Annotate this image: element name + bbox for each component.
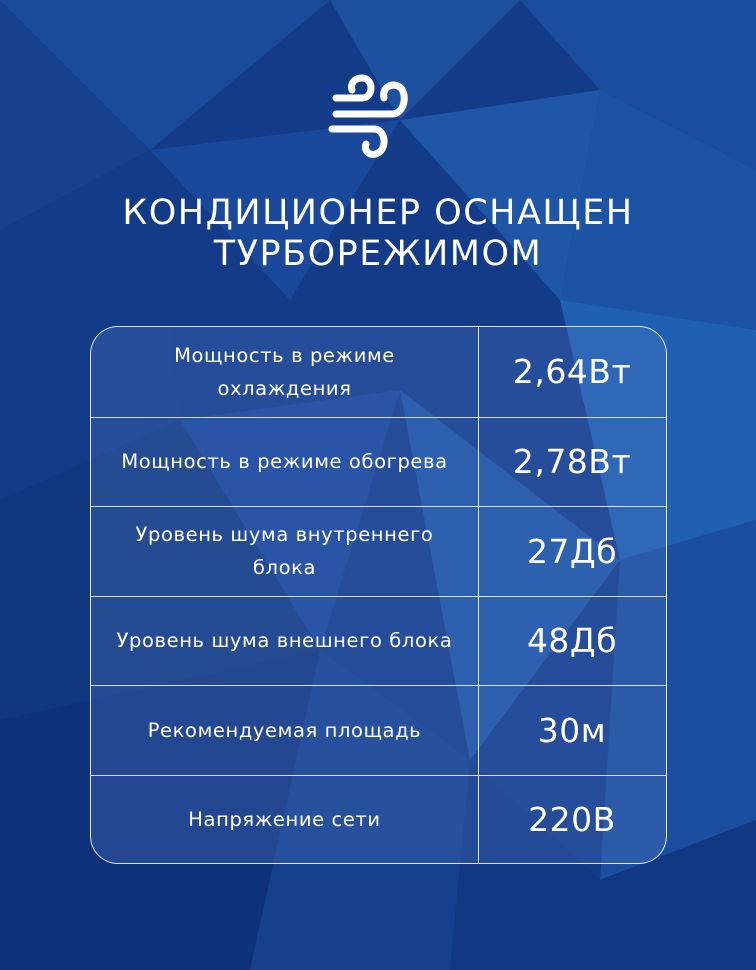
spec-row-outdoor-noise: [91, 596, 666, 686]
spec-label: Мощность в режиме обогрева: [121, 450, 448, 474]
wind-icon: [326, 70, 430, 162]
spec-row-cooling-power: [91, 327, 666, 417]
spec-value: 2,78Вт: [512, 442, 632, 482]
spec-value: 220В: [528, 800, 616, 840]
spec-label: Мощность в режиме охлаждения: [174, 343, 395, 400]
spec-value: 2,64Вт: [512, 352, 632, 392]
spec-label: Уровень шума внешнего блока: [116, 629, 453, 653]
spec-value: 27Дб: [526, 531, 618, 571]
spec-label: Напряжение сети: [188, 808, 381, 832]
spec-row-voltage: [91, 775, 666, 865]
spec-row-indoor-noise: [91, 506, 666, 596]
spec-label: Рекомендуемая площадь: [147, 718, 422, 742]
spec-value: 48Дб: [526, 621, 618, 661]
title-line-2: ТУРБОРЕЖИМОМ: [213, 234, 543, 274]
spec-row-recommended-area: [91, 685, 666, 775]
spec-label: Уровень шума внутреннего блока: [135, 523, 434, 580]
title-line-1: КОНДИЦИОНЕР ОСНАЩЕН: [122, 193, 634, 233]
specs-table: [90, 326, 667, 864]
page-title: [0, 193, 756, 275]
spec-value: 30м: [537, 710, 607, 750]
spec-row-heating-power: [91, 417, 666, 507]
